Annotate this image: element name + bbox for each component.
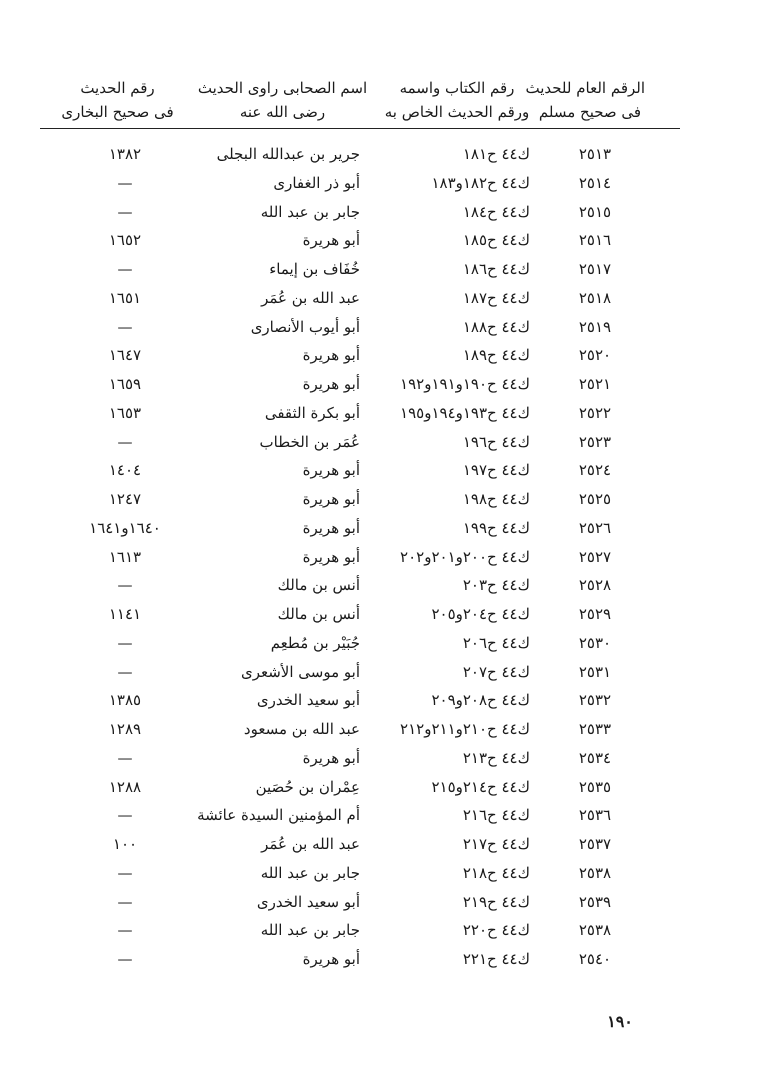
table-row xyxy=(0,946,765,975)
bukhari-number-cell: ١٦٥٣ xyxy=(108,403,142,422)
table-row xyxy=(0,716,765,745)
book-number-cell: ك٤٤ ح١٨١ xyxy=(462,145,530,163)
book-number-cell: ك٤٤ ح١٩٩ xyxy=(462,518,530,537)
table-row xyxy=(0,630,765,659)
book-number-cell: ك٤٤ ح١٨٧ xyxy=(462,288,530,307)
table-row xyxy=(0,429,765,458)
general-number-cell: ٢٥٣٦ xyxy=(578,806,612,825)
bukhari-number-cell: ١٢٨٨ xyxy=(108,777,142,796)
table-row xyxy=(0,687,765,716)
table-row xyxy=(0,141,765,170)
header-line: اسم الصحابى راوى الحديث xyxy=(197,79,368,97)
narrator-cell: أبو هريرة xyxy=(302,375,360,393)
header-line: الرقم العام للحديث xyxy=(525,79,645,97)
general-number-cell: ٢٥٤٠ xyxy=(578,950,612,968)
book-number-cell: ك٤٤ ح١٨٦ xyxy=(462,260,530,278)
narrator-cell: جابر بن عبد الله xyxy=(260,863,360,882)
book-number-cell: ك٤٤ ح١٨٨ xyxy=(462,317,530,336)
table-row xyxy=(0,256,765,285)
table-row xyxy=(0,572,765,601)
book-number-cell: ك٤٤ ح٢٠٣ xyxy=(462,576,530,595)
bukhari-number-cell: — xyxy=(117,260,133,278)
bukhari-number-cell: ١٦٥١ xyxy=(108,288,142,307)
header-line: رقم الحديث xyxy=(80,79,155,97)
narrator-cell: أبو بكرة الثقفى xyxy=(264,403,360,422)
bukhari-number-cell: ١٢٨٩ xyxy=(108,720,142,738)
bukhari-number-cell: — xyxy=(117,202,133,221)
book-number-cell: ك٤٤ ح١٨٢و١٨٣ xyxy=(431,173,530,192)
bukhari-number-cell: ١٠٠ xyxy=(112,835,138,853)
general-number-cell: ٢٥٢٢ xyxy=(578,403,612,422)
general-number-cell: ٢٥٣١ xyxy=(578,662,612,681)
table-row xyxy=(0,917,765,946)
header-bukhari-number xyxy=(60,76,175,124)
bukhari-number-cell: ١٦١٣ xyxy=(108,547,142,566)
narrator-cell: جابر بن عبد الله xyxy=(260,202,360,221)
general-number-cell: ٢٥٢٦ xyxy=(578,518,612,537)
book-number-cell: ك٤٤ ح١٨٩ xyxy=(462,346,530,365)
narrator-cell: أبو هريرة xyxy=(302,547,360,566)
book-number-cell: ك٤٤ ح١٨٤ xyxy=(462,202,530,221)
general-number-cell: ٢٥٣٢ xyxy=(578,691,612,710)
book-number-cell: ك٤٤ ح١٩٠و١٩١و١٩٢ xyxy=(400,375,530,393)
bukhari-number-cell: — xyxy=(117,892,133,911)
narrator-cell: عبد الله بن عُمَر xyxy=(261,288,360,307)
table-row xyxy=(0,199,765,228)
header-divider xyxy=(40,128,680,129)
narrator-cell: عبد الله بن مسعود xyxy=(243,720,360,738)
book-number-cell: ك٤٤ ح١٩٧ xyxy=(462,461,530,480)
table-row xyxy=(0,659,765,688)
bukhari-number-cell: — xyxy=(117,576,133,595)
table-row xyxy=(0,860,765,889)
book-number-cell: ك٤٤ ح٢١٩ xyxy=(462,892,530,911)
general-number-cell: ٢٥١٦ xyxy=(578,231,612,250)
narrator-cell: أنس بن مالك xyxy=(277,576,360,595)
general-number-cell: ٢٥٢١ xyxy=(578,375,612,393)
narrator-cell: عبد الله بن عُمَر xyxy=(261,835,360,853)
bukhari-number-cell: — xyxy=(117,633,133,652)
table-row xyxy=(0,544,765,573)
book-number-cell: ك٤٤ ح٢٢٠ xyxy=(462,921,530,940)
general-number-cell: ٢٥٣٣ xyxy=(578,720,612,738)
book-number-cell: ك٤٤ ح٢٠٠و٢٠١و٢٠٢ xyxy=(400,547,530,566)
book-number-cell: ك٤٤ ح١٩٣و١٩٤و١٩٥ xyxy=(400,403,530,422)
table-row xyxy=(0,371,765,400)
general-number-cell: ٢٥٣٨ xyxy=(578,863,612,882)
narrator-cell: أبو هريرة xyxy=(302,748,360,767)
table-row xyxy=(0,400,765,429)
book-number-cell: ك٤٤ ح١٩٨ xyxy=(462,490,530,508)
general-number-cell: ٢٥١٧ xyxy=(578,260,612,278)
table-row xyxy=(0,486,765,515)
book-number-cell: ك٤٤ ح٢٠٨و٢٠٩ xyxy=(431,691,530,710)
header-line: فى صحيح مسلم xyxy=(538,103,642,121)
general-number-cell: ٢٥٣٨ xyxy=(578,921,612,940)
bukhari-number-cell: — xyxy=(117,806,133,825)
bukhari-number-cell: ١٣٨٥ xyxy=(108,691,142,710)
book-number-cell: ك٤٤ ح٢١٨ xyxy=(462,863,530,882)
general-number-cell: ٢٥٣٧ xyxy=(578,835,612,853)
table-row xyxy=(0,285,765,314)
general-number-cell: ٢٥١٨ xyxy=(578,288,612,307)
bukhari-number-cell: ١٦٤٧ xyxy=(108,346,142,365)
book-number-cell: ك٤٤ ح٢٠٧ xyxy=(462,662,530,681)
general-number-cell: ٢٥٣٠ xyxy=(578,633,612,652)
narrator-cell: أبو هريرة xyxy=(302,231,360,250)
table-row xyxy=(0,745,765,774)
book-number-cell: ك٤٤ ح٢١٣ xyxy=(462,748,530,767)
page-number: ١٩٠ xyxy=(607,1012,633,1031)
hadith-table-body xyxy=(0,141,765,975)
general-number-cell: ٢٥١٣ xyxy=(578,145,612,163)
bukhari-number-cell: ١٦٥٩ xyxy=(108,375,142,393)
header-line: فى صحيح البخارى xyxy=(61,103,174,121)
bukhari-number-cell: ١٢٤٧ xyxy=(108,490,142,508)
narrator-cell: أبو ذر الغفارى xyxy=(273,173,360,192)
bukhari-number-cell: ١٦٥٢ xyxy=(108,231,142,250)
general-number-cell: ٢٥٢٤ xyxy=(578,461,612,480)
table-row xyxy=(0,227,765,256)
narrator-cell: أنس بن مالك xyxy=(277,605,360,623)
book-number-cell: ك٤٤ ح٢٠٤و٢٠٥ xyxy=(431,605,530,623)
table-row xyxy=(0,515,765,544)
narrator-cell: جابر بن عبد الله xyxy=(260,921,360,940)
header-narrator xyxy=(195,76,370,124)
bukhari-number-cell: — xyxy=(117,173,133,192)
book-number-cell: ك٤٤ ح٢١٠و٢١١و٢١٢ xyxy=(400,720,530,738)
book-number-cell: ك٤٤ ح٢١٧ xyxy=(462,835,530,853)
book-number-cell: ك٤٤ ح١٨٥ xyxy=(462,231,530,250)
narrator-cell: عُمَر بن الخطاب xyxy=(259,432,360,451)
general-number-cell: ٢٥٣٤ xyxy=(578,748,612,767)
book-number-cell: ك٤٤ ح٢١٦ xyxy=(462,806,530,825)
book-number-cell: ك٤٤ ح١٩٦ xyxy=(462,432,530,451)
bukhari-number-cell: — xyxy=(117,863,133,882)
general-number-cell: ٢٥٢٥ xyxy=(578,490,612,508)
narrator-cell: خُفَاف بن إيماء xyxy=(269,260,360,278)
table-row xyxy=(0,342,765,371)
general-number-cell: ٢٥١٤ xyxy=(578,173,612,192)
general-number-cell: ٢٥١٩ xyxy=(578,317,612,336)
bukhari-number-cell: — xyxy=(117,317,133,336)
general-number-cell: ٢٥٢٧ xyxy=(578,547,612,566)
narrator-cell: جُبَيْر بن مُطعِم xyxy=(270,633,360,652)
header-general-number xyxy=(525,76,645,124)
table-row xyxy=(0,802,765,831)
narrator-cell: أبو أيوب الأنصارى xyxy=(250,317,360,336)
header-line: رقم الكتاب واسمه xyxy=(399,79,515,97)
narrator-cell: أبو سعيد الخدرى xyxy=(256,691,360,710)
general-number-cell: ٢٥٢٣ xyxy=(578,432,612,451)
general-number-cell: ٢٥٣٥ xyxy=(578,777,612,796)
narrator-cell: أبو هريرة xyxy=(302,950,360,968)
table-row xyxy=(0,314,765,343)
bukhari-number-cell: ١٦٤٠و١٦٤١ xyxy=(89,518,161,537)
general-number-cell: ٢٥٢٠ xyxy=(578,346,612,365)
general-number-cell: ٢٥٢٨ xyxy=(578,576,612,595)
bukhari-number-cell: — xyxy=(117,950,133,968)
bukhari-number-cell: — xyxy=(117,432,133,451)
narrator-cell: أبو هريرة xyxy=(302,346,360,365)
bukhari-number-cell: ١٤٠٤ xyxy=(108,461,142,480)
table-row xyxy=(0,889,765,918)
table-row xyxy=(0,457,765,486)
narrator-cell: عِمْران بن حُصَين xyxy=(255,777,360,796)
table-row xyxy=(0,831,765,860)
narrator-cell: أبو هريرة xyxy=(302,518,360,537)
general-number-cell: ٢٥٢٩ xyxy=(578,605,612,623)
bukhari-number-cell: ١٣٨٢ xyxy=(108,145,142,163)
general-number-cell: ٢٥١٥ xyxy=(578,202,612,221)
narrator-cell: جرير بن عبدالله البجلى xyxy=(216,145,360,163)
bukhari-number-cell: ١١٤١ xyxy=(108,605,142,623)
book-number-cell: ك٤٤ ح٢٠٦ xyxy=(462,633,530,652)
bukhari-number-cell: — xyxy=(117,921,133,940)
general-number-cell: ٢٥٣٩ xyxy=(578,892,612,911)
book-number-cell: ك٤٤ ح٢٢١ xyxy=(462,950,530,968)
header-book-number xyxy=(377,76,537,124)
table-row xyxy=(0,774,765,803)
bukhari-number-cell: — xyxy=(117,662,133,681)
narrator-cell: أبو هريرة xyxy=(302,490,360,508)
header-line: رضى الله عنه xyxy=(239,103,326,121)
table-row xyxy=(0,601,765,630)
narrator-cell: أبو هريرة xyxy=(302,461,360,480)
table-row xyxy=(0,170,765,199)
book-number-cell: ك٤٤ ح٢١٤و٢١٥ xyxy=(431,777,530,796)
narrator-cell: أبو موسى الأشعرى xyxy=(240,662,360,681)
bukhari-number-cell: — xyxy=(117,748,133,767)
header-line: ورقم الحديث الخاص به xyxy=(384,103,530,121)
narrator-cell: أبو سعيد الخدرى xyxy=(256,892,360,911)
narrator-cell: أم المؤمنين السيدة عائشة xyxy=(197,806,360,825)
